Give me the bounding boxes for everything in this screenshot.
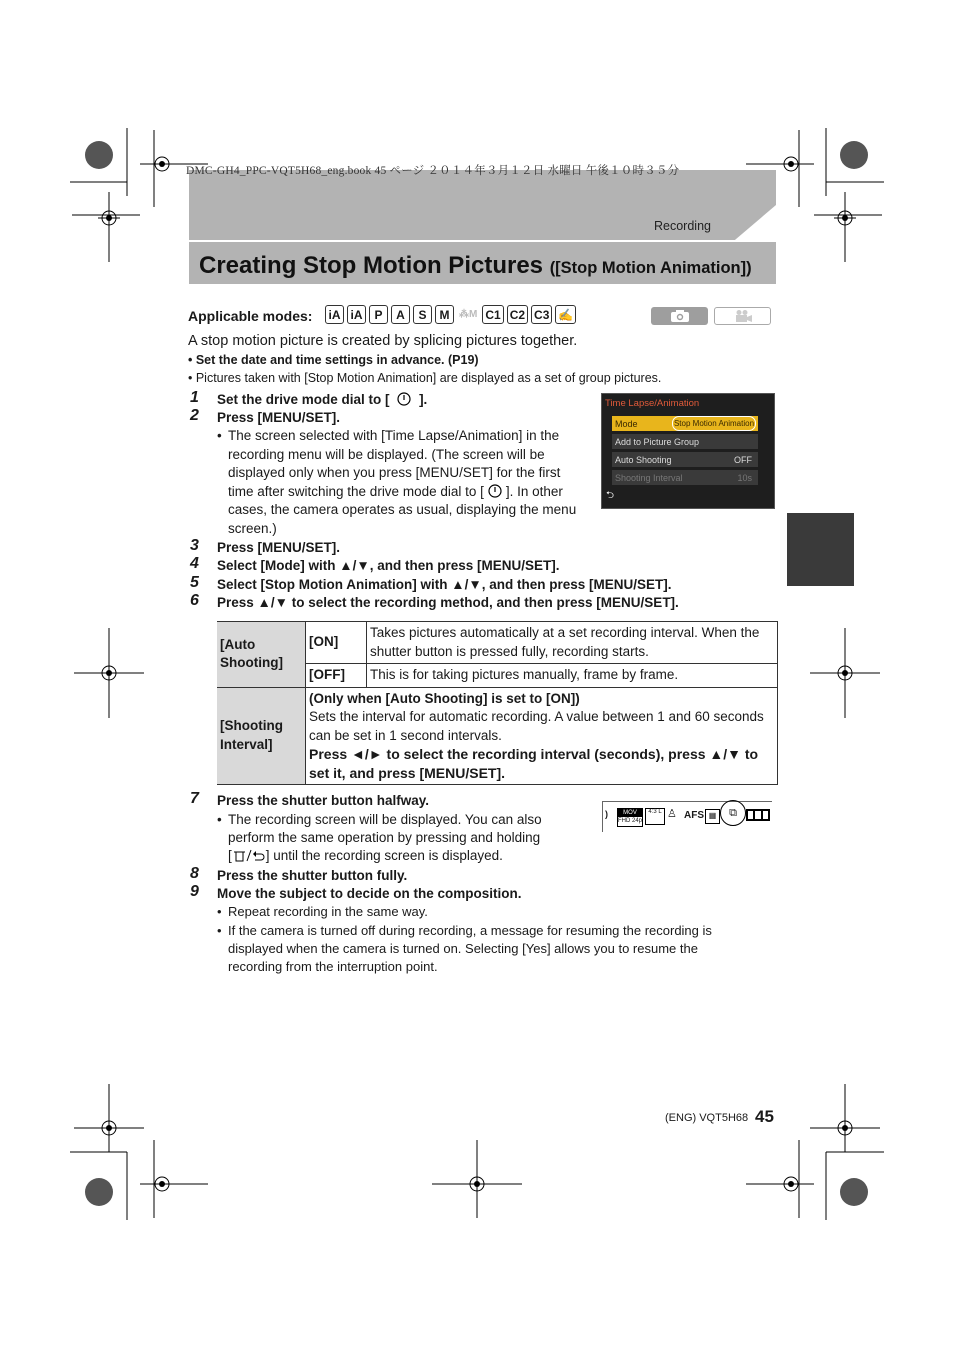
step-1-number: 1 <box>190 389 199 406</box>
auto-shooting-header: [Auto Shooting] <box>217 622 306 688</box>
step-2-bullet-line-part: time after switching the drive mode dial to [ <box>228 484 484 499</box>
shooting-interval-header: [Shooting Interval] <box>217 687 306 785</box>
step-9-bullet: displayed when the camera is turned on. Selecting [Yes] allows you to resume the <box>228 941 698 956</box>
step-2-bullet-line: The screen selected with [Time Lapse/Animation] in the <box>228 428 560 443</box>
step-4-number: 4 <box>190 555 199 572</box>
page-title-main: Creating Stop Motion Pictures <box>199 252 544 279</box>
af-mode-icon: ▦ <box>705 809 720 824</box>
chapter-side-tab <box>787 513 854 586</box>
mode-a-icon: A <box>391 305 410 324</box>
page-title-sub: ([Stop Motion Animation]) <box>549 259 752 277</box>
step-7-bullet-line: The recording screen will be displayed. You can also <box>228 812 542 827</box>
step-6-text: Press ▲/▼ to select the recording method, and then press [MENU/SET]. <box>217 595 679 610</box>
step-1-text-a: Set the drive mode dial to [ <box>217 392 390 407</box>
page-reference: (ENG) VQT5H68 <box>665 1112 749 1124</box>
step-9-bullet: Repeat recording in the same way. <box>228 904 428 919</box>
rec-indicator: ) <box>605 809 608 819</box>
mode-c3-icon: C3 <box>531 305 552 324</box>
step-1-text-b: ]. <box>419 392 428 407</box>
mode-m-icon: M <box>435 305 454 324</box>
step-2-bullet-line-part: ]. In other <box>505 484 563 499</box>
mode-p-icon: P <box>369 305 388 324</box>
rec-format-label: MOV <box>618 809 642 817</box>
step-7-text: Press the shutter button halfway. <box>217 793 430 808</box>
table-row <box>217 622 778 664</box>
mode-ia-icon: iA <box>325 305 344 324</box>
section-label: Recording <box>654 219 711 233</box>
rec-quality-label: FHD 24p <box>618 818 643 824</box>
on-description: Takes pictures automatically at a set recording interval. When the shutter button is pressed fully, recording starts. <box>367 622 778 664</box>
menu-row-label: Add to Picture Group <box>615 436 700 447</box>
step-4-text: Select [Mode] with ▲/▼, and then press [MENU/SET]. <box>217 558 560 573</box>
camera-icon <box>651 307 708 325</box>
drive-mode-timer-icon <box>488 484 502 498</box>
step-7-bullet-line-part: ] until the recording screen is displayed. <box>265 848 503 863</box>
step-2-bullet-line <box>228 483 563 502</box>
trash-return-icon <box>232 849 266 862</box>
step-7-bullet-line <box>228 847 503 866</box>
rec-format-icon <box>617 808 643 827</box>
menu-row-add-to-group <box>612 434 758 449</box>
step-2-number: 2 <box>190 407 199 424</box>
mode-scene-icon: ✍ <box>555 305 576 324</box>
back-icon: ⮌ <box>606 490 615 501</box>
step-7-bullet-marker: • <box>217 812 222 827</box>
menu-row-value: Stop Motion Animation <box>672 416 756 431</box>
step-9-bullet: If the camera is turned off during recording, a message for resuming the recording is <box>228 923 712 938</box>
off-key: [OFF] <box>306 664 367 688</box>
step-7-bullet-line: perform the same operation by pressing and holding <box>228 830 541 845</box>
step-9-number: 9 <box>190 883 199 900</box>
menu-row-value: OFF <box>734 454 752 465</box>
note-date-time: • Set the date and time settings in advance. (P19) <box>188 353 479 367</box>
step-5-text: Select [Stop Motion Animation] with ▲/▼, and then press [MENU/SET]. <box>217 577 672 592</box>
interval-action: Press ◄/► to select the recording interval (seconds), press ▲/▼ to set it, and press [MENU/SET]. <box>309 746 759 781</box>
off-description: This is for taking pictures manually, frame by frame. <box>367 664 778 688</box>
menu-row-label: Mode <box>615 418 638 429</box>
on-key: [ON] <box>306 622 367 664</box>
options-table <box>217 621 778 785</box>
mode-c2-icon: C2 <box>507 305 528 324</box>
page-number: 45 <box>755 1107 774 1126</box>
menu-row-value: 10s <box>737 472 752 483</box>
applicable-modes-label: Applicable modes: <box>188 308 313 324</box>
table-row <box>217 687 778 785</box>
intro-text: A stop motion picture is created by splicing pictures together. <box>188 333 578 349</box>
recording-screen-screenshot <box>602 801 772 832</box>
mode-icons <box>325 305 576 324</box>
focus-mode-label: AFS <box>684 810 704 821</box>
step-2-bullet-line: screen.) <box>228 521 277 536</box>
interval-desc: Sets the interval for automatic recording. A value between 1 and 60 seconds can be set in 1 second intervals. <box>309 709 764 743</box>
battery-icon <box>746 809 770 821</box>
step-2-bullet-line: recording menu will be displayed. (The screen will be <box>228 447 545 462</box>
step-2-bullet-line: cases, the camera operates as usual, displaying the menu <box>228 502 577 517</box>
step-7-bullet-line-part: [ <box>228 848 232 863</box>
aspect-size-icon: 4:3 L <box>645 808 665 825</box>
step-3-text: Press [MENU/SET]. <box>217 540 341 555</box>
step-7-number: 7 <box>190 790 199 807</box>
menu-row-label: Shooting Interval <box>615 472 683 483</box>
menu-row-auto-shooting <box>612 452 758 467</box>
menu-row-label: Auto Shooting <box>615 454 672 465</box>
step-2-bullet-line: displayed only when you press [MENU/SET] for the first <box>228 465 561 480</box>
interval-condition: (Only when [Auto Shooting] is set to [ON]) <box>309 690 580 706</box>
step-6-number: 6 <box>190 592 199 609</box>
page-title <box>199 252 752 280</box>
step-9-bullet-marker: • <box>217 904 222 919</box>
mode-creative-video-icon: ⁂M <box>457 305 479 324</box>
step-2-text: Press [MENU/SET]. <box>217 410 341 425</box>
menu-screenshot <box>601 393 775 509</box>
mode-ia-plus-icon: iA <box>347 305 366 324</box>
file-info: DMC-GH4_PPC-VQT5H68_eng.book 45 ページ ２０１４年３月１２日 水曜日 午後１０時３５分 <box>186 165 680 177</box>
drive-mode-timer-icon <box>397 392 411 406</box>
step-2-bullet-marker: • <box>217 428 222 443</box>
step-5-number: 5 <box>190 574 199 591</box>
step-9-bullet-marker: • <box>217 923 222 938</box>
metering-icon: ♙ <box>667 808 677 820</box>
menu-row-mode <box>612 416 758 431</box>
note-group-pictures: • Pictures taken with [Stop Motion Animation] are displayed as a set of group pictures. <box>188 371 662 385</box>
video-camera-icon <box>714 307 771 325</box>
step-9-bullet: recording from the interruption point. <box>228 959 438 974</box>
step-9-text: Move the subject to decide on the composition. <box>217 886 522 901</box>
stop-motion-drive-icon: ⧉ <box>720 800 746 826</box>
step-1-text <box>217 391 427 410</box>
menu-row-shooting-interval <box>612 470 758 485</box>
step-3-number: 3 <box>190 537 199 554</box>
mode-c1-icon: C1 <box>482 305 503 324</box>
menu-title: Time Lapse/Animation <box>605 398 700 409</box>
step-8-text: Press the shutter button fully. <box>217 868 408 883</box>
shooting-interval-description <box>306 687 778 785</box>
step-8-number: 8 <box>190 865 199 882</box>
mode-s-icon: S <box>413 305 432 324</box>
